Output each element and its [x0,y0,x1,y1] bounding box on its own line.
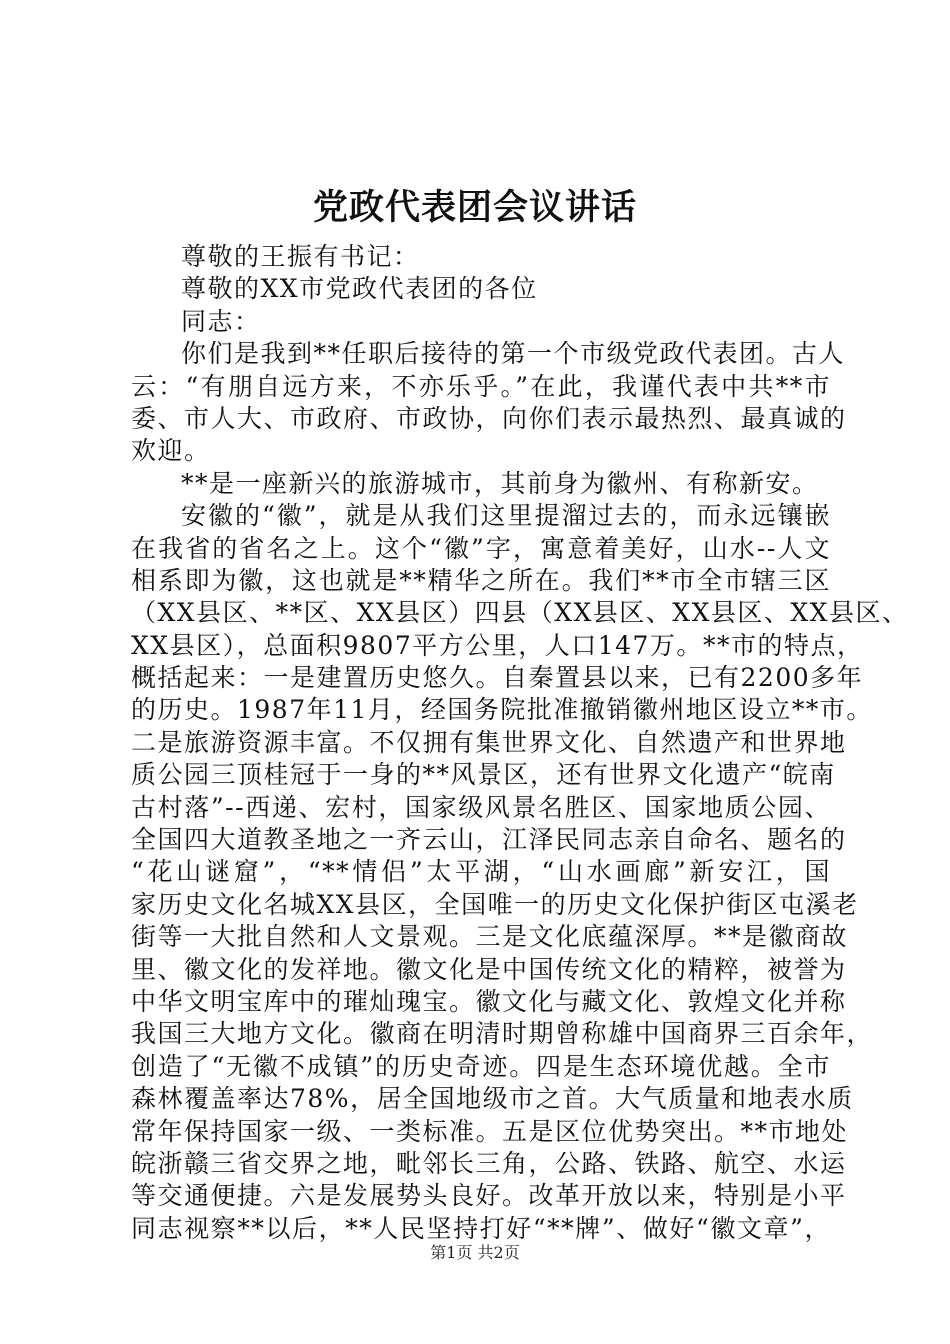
text-line: 同志： [181,306,261,336]
text-line: 里、徽文化的发祥地。徽文化是中国传统文化的精粹，被誉为 [131,954,847,984]
text-line: 中华文明宝库中的璀灿瑰宝。徽文化与藏文化、敦煌文化并称 [131,986,847,1016]
text-line: 相系即为徽，这也就是**精华之所在。我们**市全市辖三区 [131,565,831,595]
text-line: 家历史文化名城XX县区，全国唯一的历史文化保护街区屯溪老 [131,889,859,919]
text-line: 概括起来：一是建置历史悠久。自秦置县以来，已有2200多年 [131,663,864,693]
page-footer [0,1243,950,1263]
text-line: 同志视察**以后，**人民坚持打好“**牌”、做好“徽文章”， [131,1213,831,1243]
document-body [131,241,909,1245]
text-line: 皖浙赣三省交界之地，毗邻长三角，公路、铁路、航空、水运 [131,1148,847,1178]
document-title: 党政代表团会议讲话 [312,187,637,228]
text-line: 街等一大批自然和人文景观。三是文化底蕴深厚。**是徽商故 [131,922,849,952]
text-line: 你们是我到**任职后接待的第一个市级党政代表团。古人 [181,339,846,369]
text-line: 我国三大地方文化。徽商在明清时期曾称雄中国商界三百余年， [131,1019,874,1049]
text-line: 的历史。1987年11月，经国务院批准撤销徽州地区设立**市。 [131,695,873,725]
text-line: 尊敬的XX市党政代表团的各位 [181,274,538,304]
text-line: 古村落”--西递、宏村，国家级风景名胜区、国家地质公园、 [131,792,831,822]
text-line: （XX县区、**区、XX县区）四县（XX县区、XX县区、XX县区、 [131,598,909,628]
text-line: 云：“有朋自远方来，不亦乐乎。”在此，我谨代表中共**市 [131,371,831,401]
text-line: **是一座新兴的旅游城市，其前身为徽州、有称新安。 [181,468,819,498]
text-line: 全国四大道教圣地之一齐云山，江泽民同志亲自命名、题名的 [131,825,847,855]
text-line: 委、市人大、市政府、市政协，向你们表示最热烈、最真诚的 [131,403,847,433]
text-line: 质公园三顶桂冠于一身的**风景区，还有世界文化遗产“皖南 [131,760,836,790]
text-line: 安徽的“徽”，就是从我们这里提溜过去的，而永远镶嵌 [181,501,831,531]
text-line: “花山谜窟”，“**情侣”太平湖，“山水画廊”新安江，国 [131,857,831,887]
text-line: 创造了“无徽不成镇”的历史奇迹。四是生态环境优越。全市 [131,1051,831,1081]
text-line: 二是旅游资源丰富。不仅拥有集世界文化、自然遗产和世界地 [131,727,847,757]
text-line: 常年保持国家一级、一类标准。五是区位优势突出。**市地处 [131,1116,849,1146]
text-line: 尊敬的王振有书记： [181,242,420,271]
text-line: 欢迎。 [131,436,211,466]
text-line: 等交通便捷。六是发展势头良好。改革开放以来，特别是小平 [131,1181,847,1211]
text-line: 森林覆盖率达78%，居全国地级市之首。大气质量和地表水质 [131,1084,854,1114]
text-line: XX县区），总面积9807平方公里，人口147万。**市的特点， [131,630,864,660]
text-line: 在我省的省名之上。这个“徽”字，寓意着美好，山水--人文 [131,533,831,563]
page-number: 第1页 共2页 [430,1243,520,1262]
